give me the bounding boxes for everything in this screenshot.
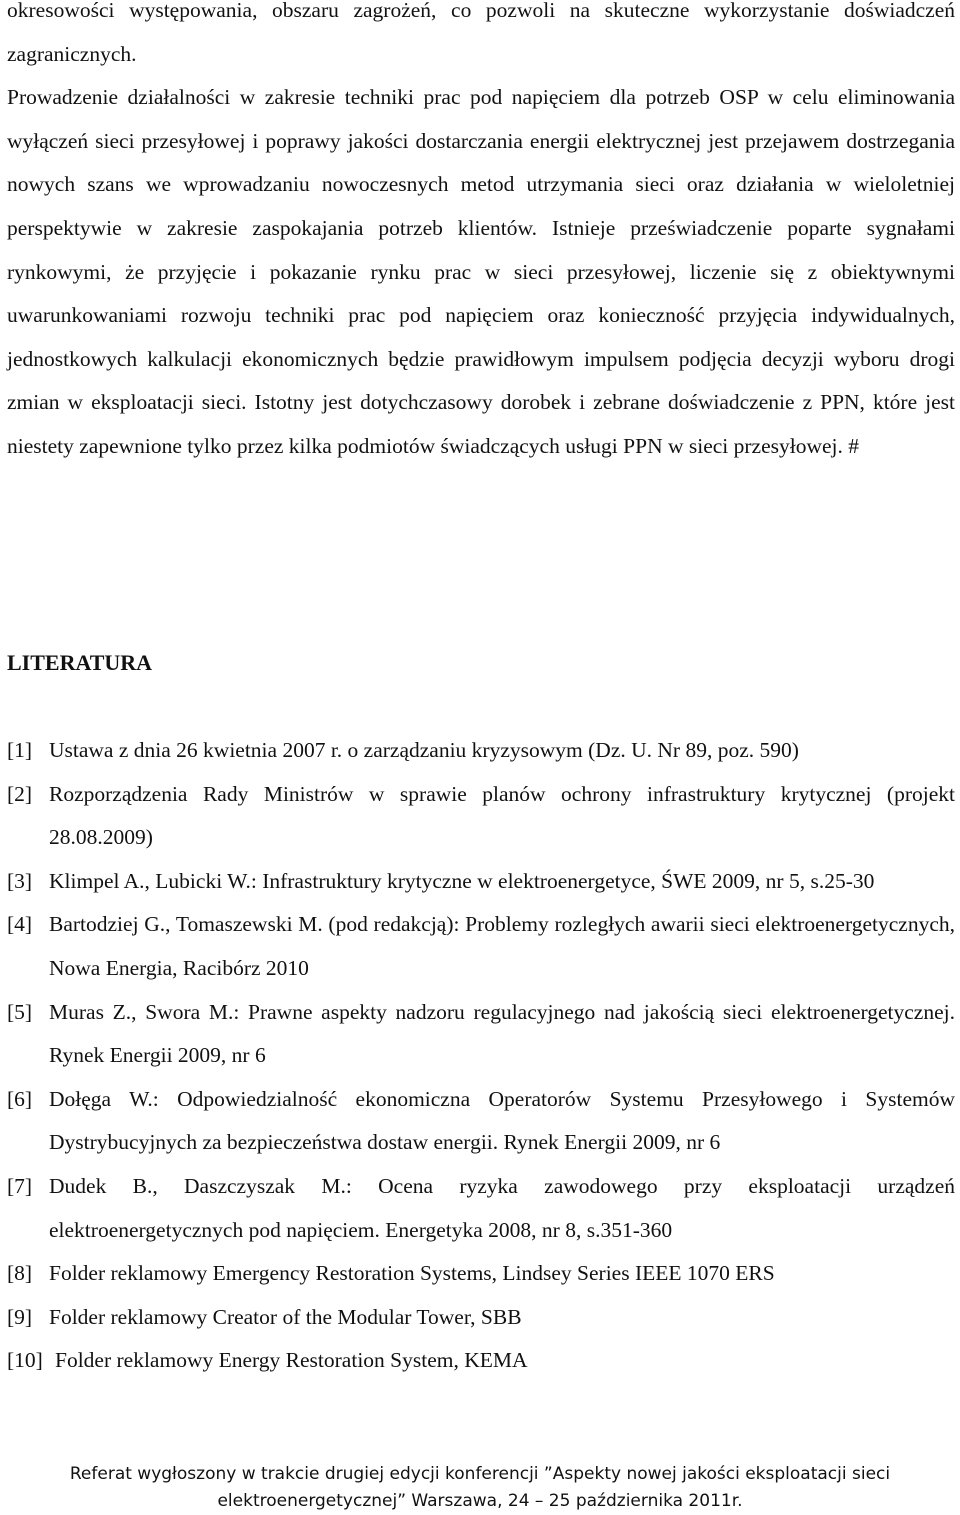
reference-text: Dołęga W.: Odpowiedzialność ekonomiczna Operatorów Systemu Przesyłowego i Systemów Dystrybucyjnych za bezpieczeństwa dostaw energii. Rynek Energii 2009, nr 6 (49, 1086, 955, 1155)
reference-number: [6] (7, 1086, 33, 1111)
reference-number: [5] (7, 999, 33, 1024)
reference-number: [9] (7, 1304, 33, 1329)
body-text (7, 0, 955, 469)
reference-number: [10] (7, 1348, 43, 1373)
reference-text: Klimpel A., Lubicki W.: Infrastruktury krytyczne w elektroenergetyce, ŚWE 2009, nr 5, s.25-30 (49, 868, 875, 893)
reference-item (7, 903, 955, 990)
reference-item (7, 1165, 955, 1252)
reference-text: Rozporządzenia Rady Ministrów w sprawie planów ochrony infrastruktury krytycznej (projekt 28.08.2009) (49, 781, 955, 850)
reference-number: [4] (7, 912, 33, 937)
reference-text: Bartodziej G., Tomaszewski M. (pod redakcją): Problemy rozległych awarii sieci elektroenergetycznych, Nowa Energia, Racibórz 2010 (49, 912, 955, 980)
reference-text: Ustawa z dnia 26 kwietnia 2007 r. o zarządzaniu kryzysowym (Dz. U. Nr 89, poz. 590) (49, 738, 799, 762)
footer-line-2: elektroenergetycznej” Warszawa, 24 – 25 października 2011r. (217, 1491, 743, 1511)
footer-line-1: Referat wygłoszony w trakcie drugiej edycji konferencji ”Aspekty nowej jakości eksploatacji sieci (69, 1464, 891, 1484)
reference-item (7, 1252, 955, 1296)
reference-number: [3] (7, 868, 33, 893)
reference-item (7, 1078, 955, 1165)
reference-number: [2] (7, 781, 33, 806)
reference-text: Folder reklamowy Energy Restoration System, KEMA (55, 1348, 528, 1373)
reference-text: Muras Z., Swora M.: Prawne aspekty nadzoru regulacyjnego nad jakością sieci elektroenergetycznej. Rynek Energii 2009, nr 6 (49, 999, 955, 1068)
reference-item (7, 860, 955, 904)
reference-item (7, 991, 955, 1078)
page-footer (0, 1461, 960, 1515)
reference-number: [8] (7, 1261, 33, 1286)
reference-text: Folder reklamowy Creator of the Modular Tower, SBB (49, 1304, 522, 1329)
reference-number: [7] (7, 1173, 33, 1198)
reference-item (7, 729, 955, 773)
reference-item (7, 773, 955, 860)
reference-item (7, 1339, 955, 1383)
reference-number: [1] (7, 738, 33, 762)
reference-text: Folder reklamowy Emergency Restoration Systems, Lindsey Series IEEE 1070 ERS (49, 1261, 775, 1286)
reference-item (7, 1296, 955, 1340)
paragraph-ppn: Prowadzenie działalności w zakresie techniki prac pod napięciem dla potrzeb OSP w celu eliminowania wyłączeń sieci przesyłowej i poprawy jakości dostarczania energii elektrycznej jest przejawem dostrzegania nowych szans we wprowadzaniu nowoczesnych metod utrzymania sieci oraz działania w wieloletniej perspektywie w zakresie zaspokajania potrzeb klientów. Istnieje przeświadczenie poparte sygnałami rynkowymi, że przyjęcie i pokazanie rynku prac w sieci przesyłowej, liczenie się z obiektywnymi uwarunkowaniami rozwoju techniki prac pod napięciem oraz konieczność przyjęcia indywidualnych, jednostkowych kalkulacji ekonomicznych będzie prawidłowym impulsem podjęcia decyzji wyboru drogi zmian w eksploatacji sieci. Istotny jest dotychczasowy dorobek i zebrane doświadczenie z PPN, które jest niestety zapewnione tylko przez kilka podmiotów świadczących usługi PPN w sieci przesyłowej. # (7, 85, 955, 458)
literature-heading: LITERATURA (7, 650, 153, 675)
reference-text: Dudek B., Daszczyszak M.: Ocena ryzyka zawodowego przy eksploatacji urządzeń elektroenergetycznych pod napięciem. Energetyka 2008, nr 8, s.351-360 (49, 1173, 955, 1242)
reference-list (7, 729, 955, 1383)
paragraph-continued: okresowości występowania, obszaru zagrożeń, co pozwoli na skuteczne wykorzystanie doświadczeń zagranicznych. (7, 0, 955, 66)
